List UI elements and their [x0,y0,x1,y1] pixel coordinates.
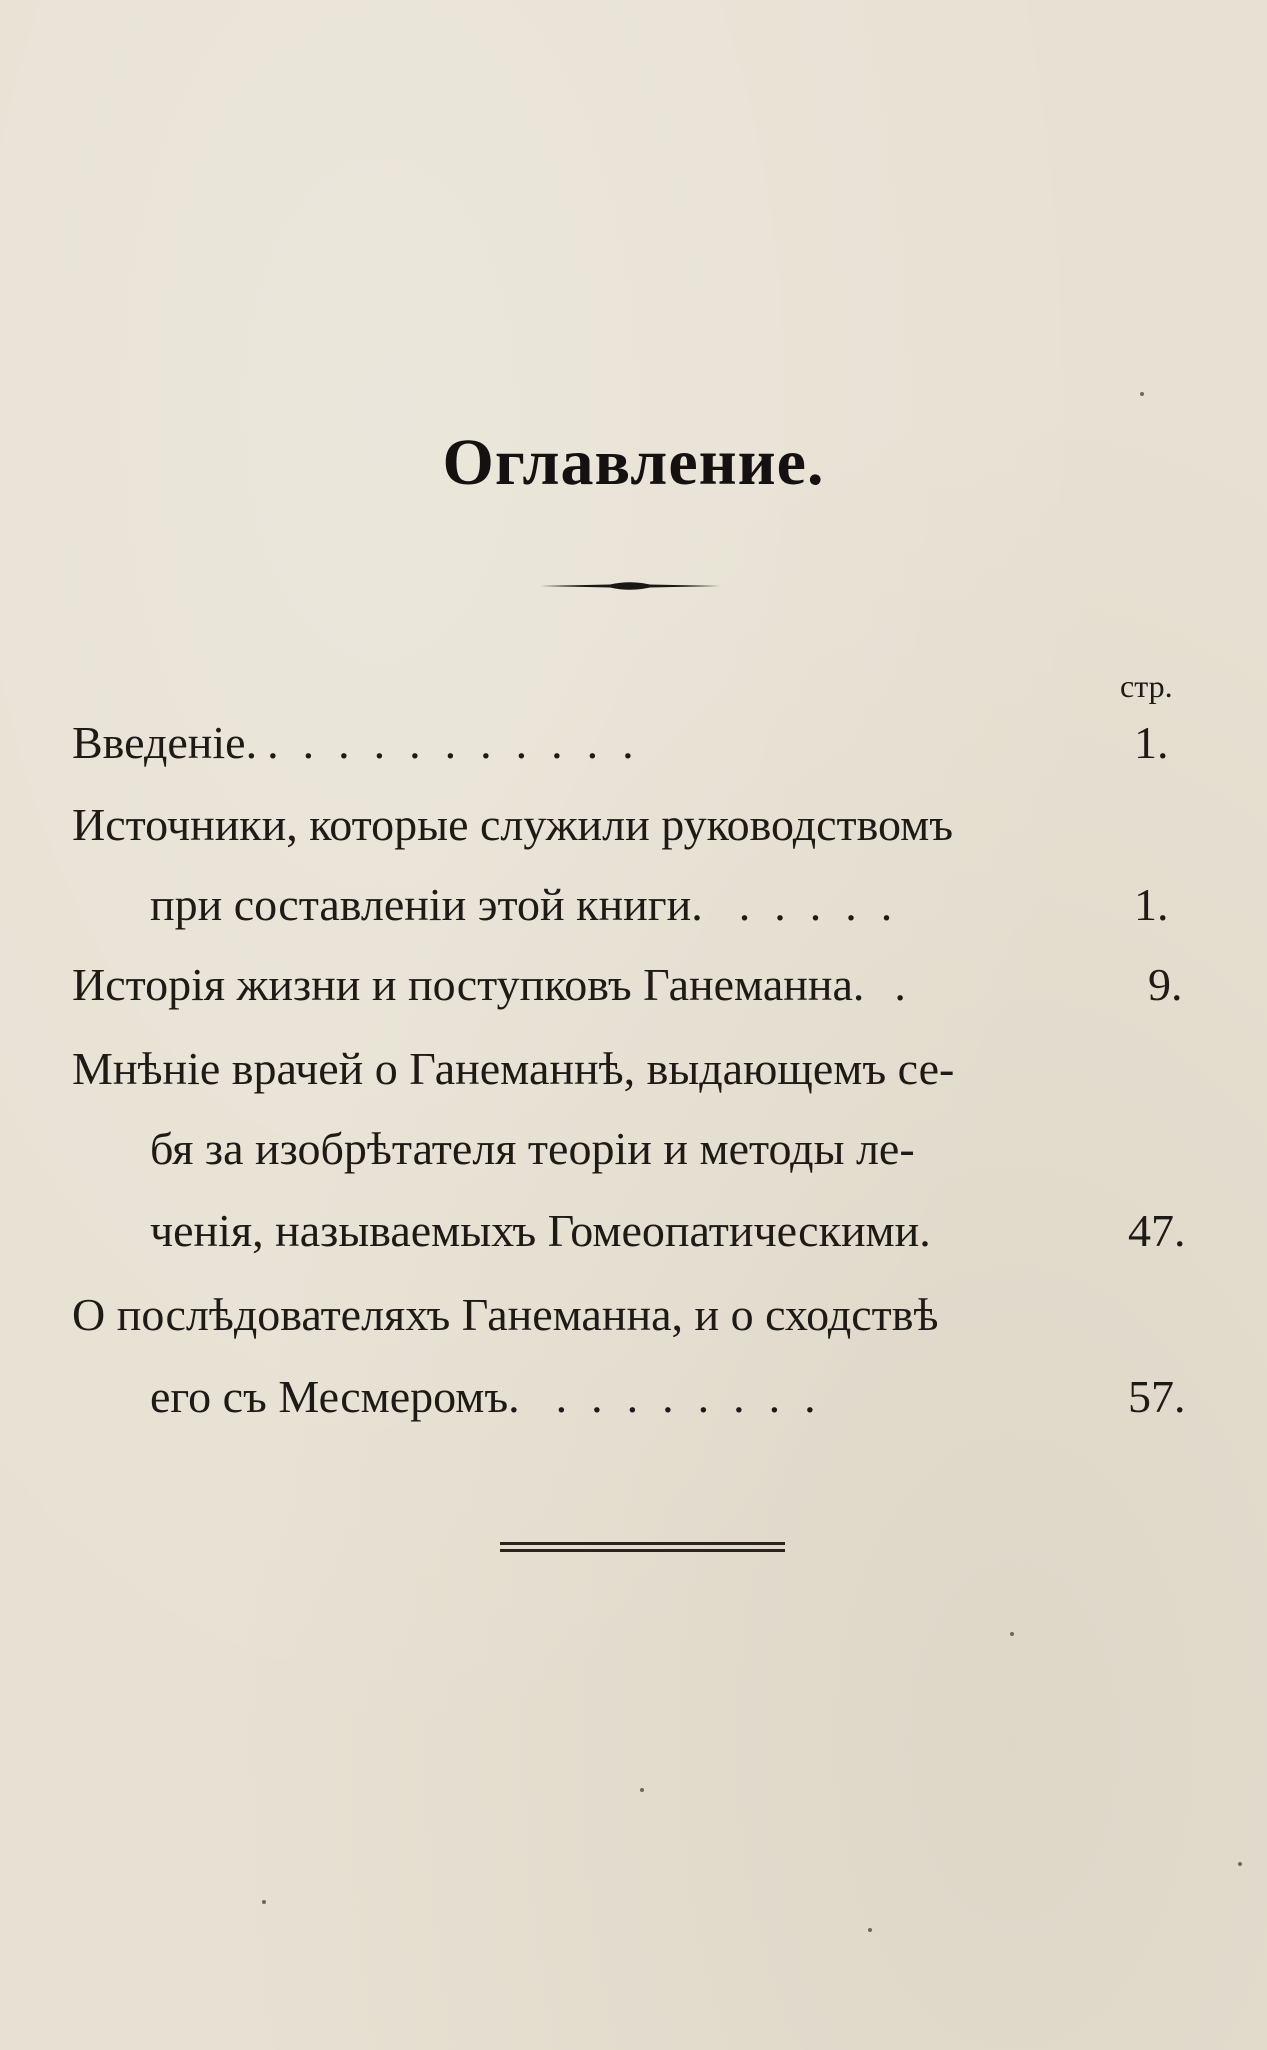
toc-page-number: 9. [1148,959,1183,1010]
paper-speck [1010,1632,1014,1636]
closing-double-rule [500,1542,785,1554]
page-title: Оглавление. [442,426,825,499]
page-column-label: стр. [1120,668,1173,704]
toc-entry-introduction[interactable] [72,717,658,776]
toc-page-number: 47. [1128,1205,1186,1256]
leader-dots: ........... [267,717,658,768]
toc-entry-text: Источники, которые служили руководствомъ [72,799,954,850]
toc-entry-text: бя за изобрѣтателя теоріи и методы ле- [150,1123,915,1174]
toc-entry-text: О послѣдователяхъ Ганеманна, и о сходствѣ [72,1289,939,1340]
leader-dots: ........ [555,1371,840,1422]
leader-dots: ..... [738,879,917,930]
toc-entry-followers[interactable] [72,1289,939,1348]
toc-entry-text: Введеніе. [72,717,258,768]
title-ornament-rule [540,580,720,592]
toc-entry-text: ченія, называемыхъ Гомеопатическими. [150,1205,931,1256]
toc-page-number: 1. [1134,879,1169,930]
paper-speck [1140,392,1144,396]
toc-page-number: 57. [1128,1371,1186,1422]
toc-entry-opinion-continued[interactable] [150,1123,915,1182]
toc-entry-opinion-continued[interactable] [150,1205,931,1264]
toc-entry-opinion[interactable] [72,1043,955,1102]
toc-entry-sources[interactable] [72,799,954,858]
toc-entry-text: его съ Месмеромъ. [150,1371,520,1422]
toc-entry-text: Исторія жизни и поступковъ Ганеманна. [72,959,865,1010]
toc-entry-sources-continued[interactable] [150,879,917,938]
leader-dots: . [894,959,930,1010]
toc-entry-text: при составленіи этой книги. [150,879,703,930]
paper-speck [640,1788,644,1792]
paper-speck [262,1900,266,1904]
paper-speck [868,1928,872,1932]
toc-entry-history[interactable] [72,959,930,1018]
toc-page-number: 1. [1134,717,1169,768]
toc-entry-followers-continued[interactable] [150,1371,840,1430]
paper-speck [1238,1862,1242,1866]
toc-entry-text: Мнѣніе врачей о Ганеманнѣ, выдающемъ се- [72,1043,955,1094]
